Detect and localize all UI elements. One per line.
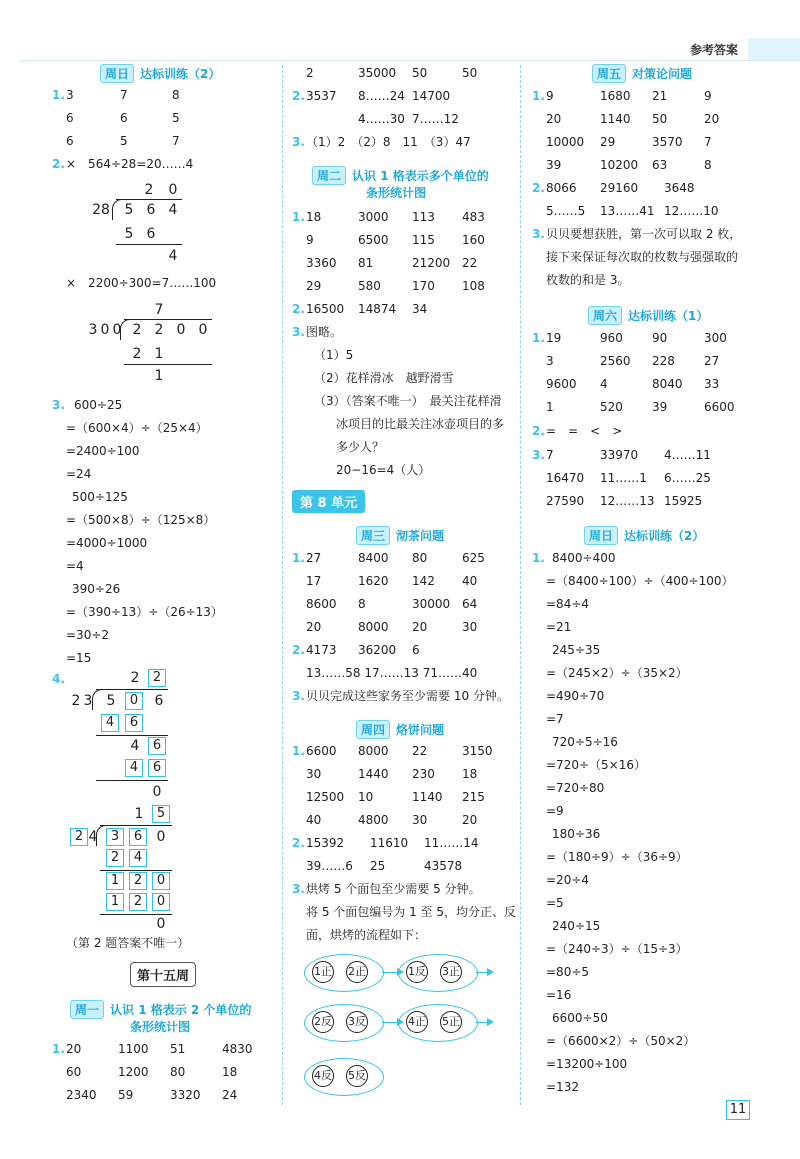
question-number: 2. xyxy=(292,302,305,316)
question-number: 1. xyxy=(532,331,545,345)
answer-line: （1）2 （2）8 11 （3）47 xyxy=(306,135,471,149)
question-number: 1. xyxy=(292,744,305,758)
question-number: 3. xyxy=(52,398,65,412)
section-header: 周五 对策论问题 xyxy=(592,64,692,83)
section-header: 周一 认识 1 格表示 2 个单位的 xyxy=(70,1000,251,1019)
question-number: 3. xyxy=(532,227,545,241)
unit-badge: 第 8 单元 xyxy=(292,490,365,513)
question-number: 3. xyxy=(292,325,305,339)
question-number: 3. xyxy=(292,882,305,896)
answer-line: × 564÷28=20……4 xyxy=(66,157,194,171)
column-divider-1 xyxy=(282,65,283,1105)
section-header: 周六 达标训练（1） xyxy=(588,306,708,325)
header-bar xyxy=(748,38,800,60)
header-rule xyxy=(20,60,800,61)
question-number: 4. xyxy=(52,672,65,686)
question-number: 2. xyxy=(292,836,305,850)
question-number: 2. xyxy=(532,181,545,195)
section-header: 周四 烙饼问题 xyxy=(356,720,444,739)
note: （第 2 题答案不唯一） xyxy=(66,936,190,950)
page-number: 11 xyxy=(726,1100,750,1120)
question-number: 2. xyxy=(52,157,65,171)
answer-line: = = < > xyxy=(546,424,623,438)
question-number: 2. xyxy=(292,643,305,657)
question-number: 1. xyxy=(52,88,65,102)
section-header: 周三 沏茶问题 xyxy=(356,526,444,545)
column-divider-2 xyxy=(520,65,521,1105)
question-number: 1. xyxy=(292,551,305,565)
section-header: 周日 达标训练（2） xyxy=(100,64,220,83)
question-number: 2. xyxy=(292,89,305,103)
answer-line: × 2200÷300=7……100 xyxy=(66,276,217,290)
answer-line: 贝贝完成这些家务至少需要 10 分钟。 xyxy=(306,689,509,703)
question-number: 2. xyxy=(532,424,545,438)
question-number: 1. xyxy=(532,89,545,103)
question-number: 3. xyxy=(292,689,305,703)
week-badge: 第十五周 xyxy=(130,962,196,987)
header-title: 参考答案 xyxy=(690,43,739,57)
section-header: 周日 达标训练（2） xyxy=(584,526,704,545)
section-header: 周二 认识 1 格表示多个单位的 xyxy=(312,166,489,185)
section-header-line2: 条形统计图 xyxy=(130,1020,191,1034)
question-number: 3. xyxy=(292,135,305,149)
section-header-line2: 条形统计图 xyxy=(366,186,427,200)
question-number: 1. xyxy=(292,210,305,224)
question-number: 1. xyxy=(52,1042,65,1056)
question-number: 3. xyxy=(532,448,545,462)
question-number: 1. xyxy=(532,551,545,565)
